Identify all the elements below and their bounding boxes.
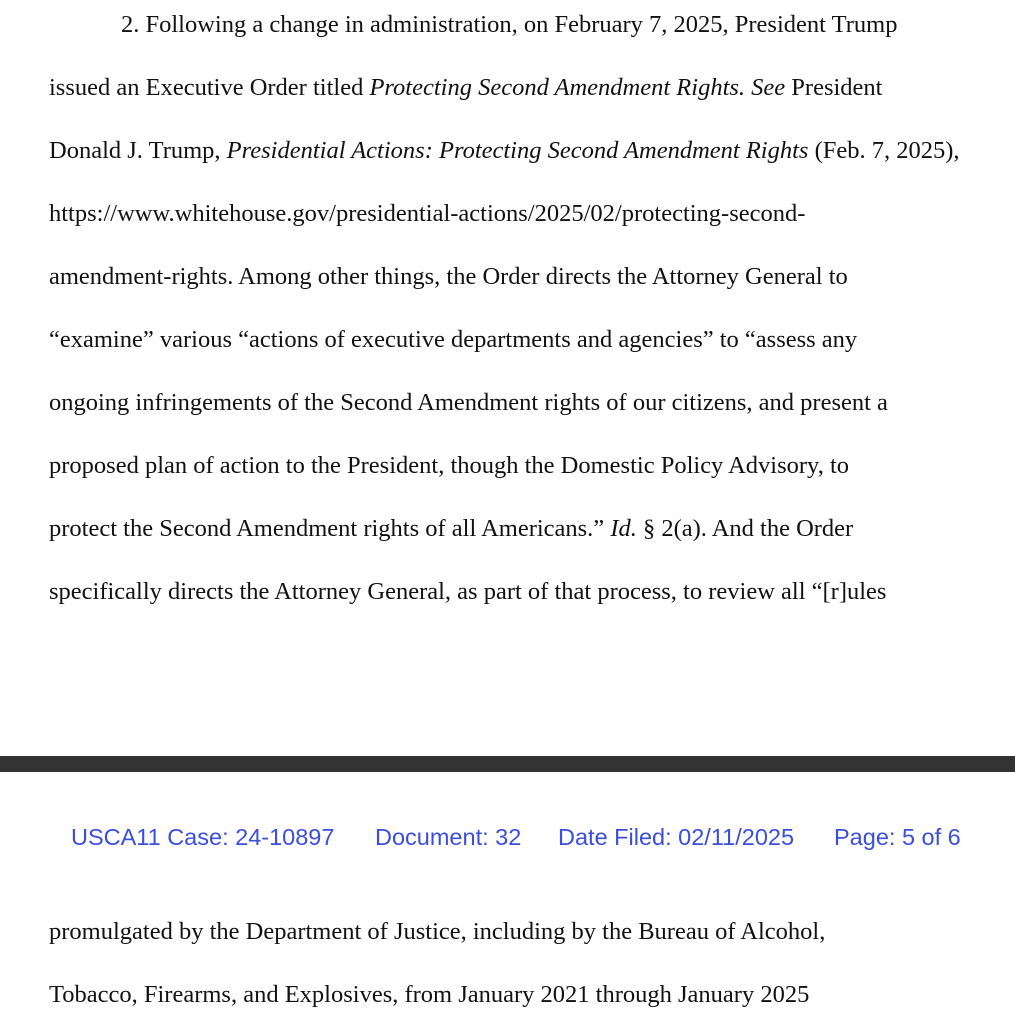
line-text: issued an Executive Order titled [49,74,370,101]
page-indicator: Page: 5 of 6 [834,824,961,850]
page-divider [0,756,1015,772]
document-number: Document: 32 [375,824,522,850]
paragraph-line-5 [49,262,848,292]
line-text: Tobacco, Firearms, and Explosives, from January 2021 through January 2025 [49,981,810,1008]
italic-citation: Id. [610,515,637,542]
line-text: proposed plan of action to the President, though the Domestic Policy Advisory, to [49,452,849,479]
line-text: Donald J. Trump, [49,137,227,164]
paragraph-line-12 [49,980,809,1010]
line-text: promulgated by the Department of Justice, including by the Bureau of Alcohol, [49,918,826,945]
italic-citation: Presidential Actions: Protecting Second Amendment Rights [226,137,809,164]
line-text: ongoing infringements of the Second Amendment rights of our citizens, and present a [49,389,888,416]
paragraph-line-9 [49,514,853,544]
paragraph-line-4 [49,199,805,229]
italic-citation: Protecting Second Amendment Rights. See [369,74,786,101]
paragraph-line-11 [49,917,825,947]
case-number: USCA11 Case: 24-10897 [71,824,335,850]
line-text: protect the Second Amendment rights of all Americans.” [49,515,611,542]
date-filed: Date Filed: 02/11/2025 [558,824,795,850]
paragraph-line-7 [49,388,888,418]
paragraph-line-10 [49,577,886,607]
line-text: “examine” various “actions of executive departments and agencies” to “assess any [49,326,858,353]
paragraph-line-6 [49,325,857,355]
line-text: 2. Following a change in administration, on February 7, 2025, President Trump [121,11,898,38]
paragraph-line-2 [49,73,882,103]
paragraph-line-1 [121,10,897,40]
paragraph-line-8 [49,451,849,481]
line-text: President [785,74,883,101]
line-text: amendment-rights. Among other things, the Order directs the Attorney General to [49,263,848,290]
line-text: § 2(a). And the Order [636,515,854,542]
document-page-lower [0,902,1015,1008]
line-text: (Feb. 7, 2025), [808,137,960,164]
case-header [0,772,1015,902]
paragraph-line-3 [49,136,960,166]
line-text: specifically directs the Attorney General, as part of that process, to review all “[r]ules [49,578,887,605]
url-text: https://www.whitehouse.gov/presidential-actions/2025/02/protecting-second- [49,200,806,227]
